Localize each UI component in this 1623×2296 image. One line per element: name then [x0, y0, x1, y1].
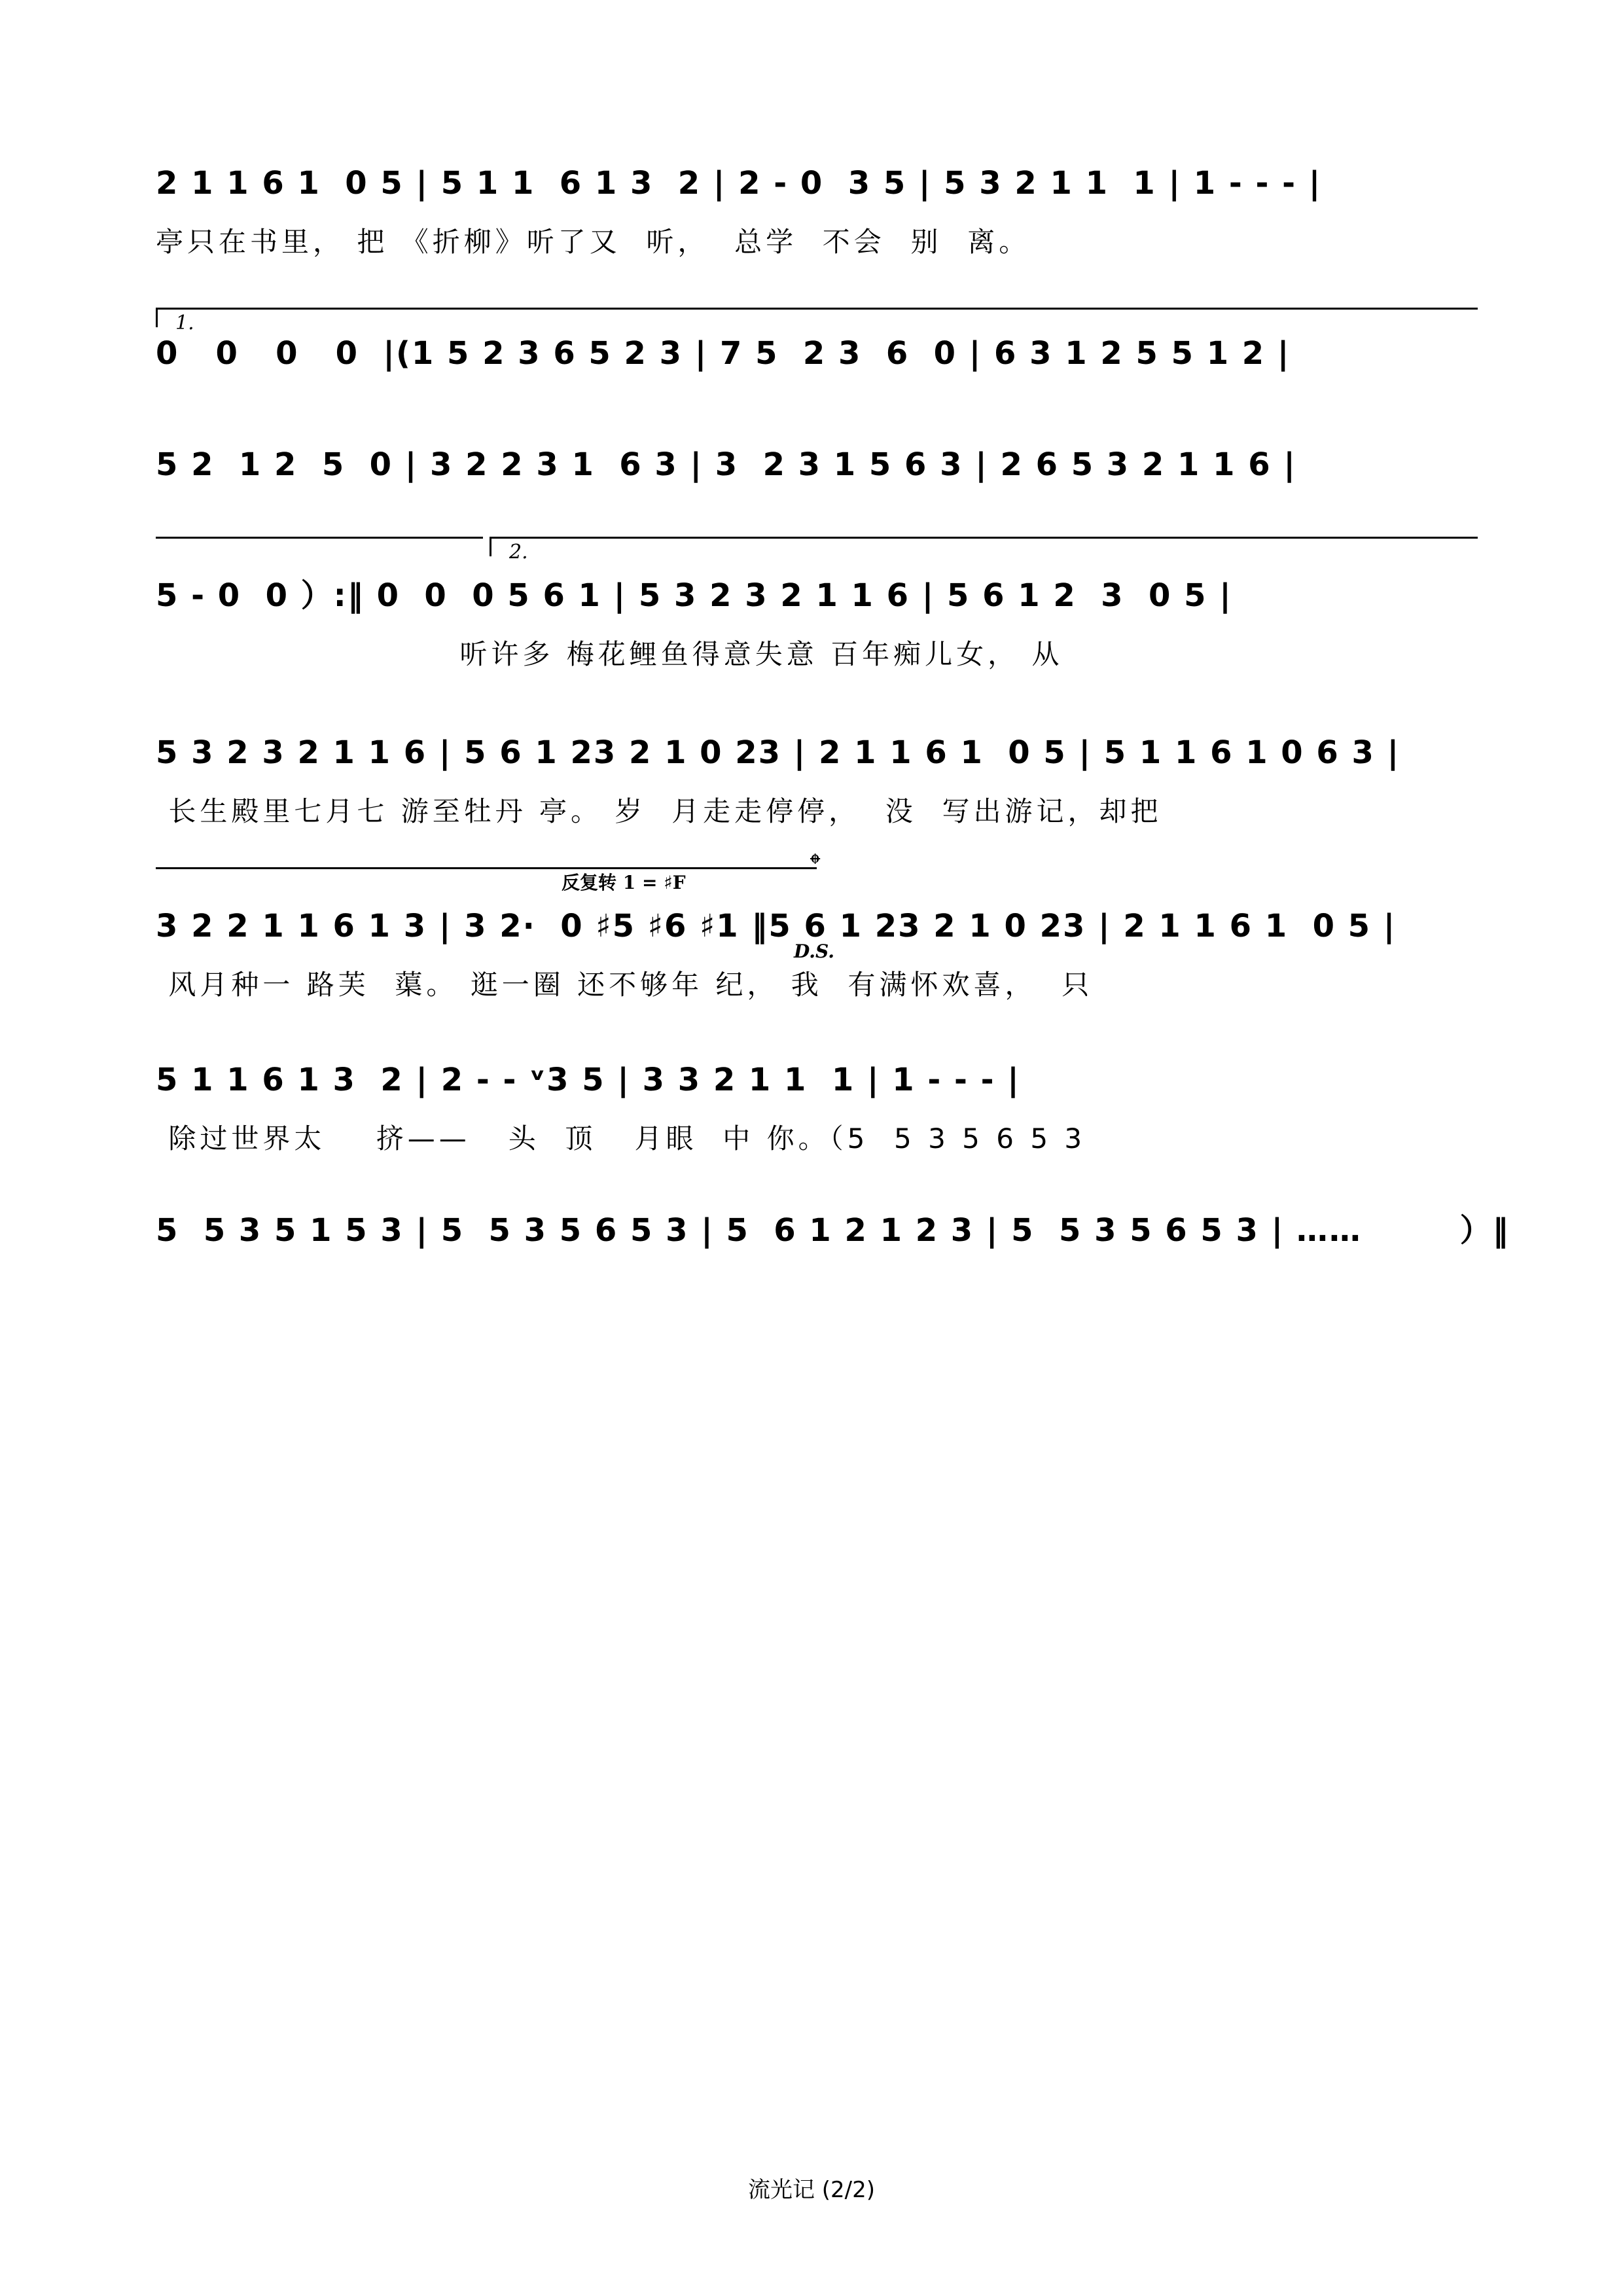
notation-line: 3 2 2 1 1 6 1 3 | 3 2· 0 ♯5 ♯6 ♯1 ‖5 6 1 23 2 1 0 23 | 2 1 1 6 1 0 5 |	[156, 908, 1397, 944]
page-footer: 流光记 (2/2)	[747, 2177, 876, 2203]
notation-line: 5 3 2 3 2 1 1 6 | 5 6 1 23 2 1 0 23 | 2 1 1 6 1 0 5 | 5 1 1 6 1 0 6 3 |	[156, 734, 1400, 771]
modulation-mark: 反复转 1 = ♯F	[562, 872, 686, 893]
notation-line: 5 - 0 0 ）:‖ 0 0 0 5 6 1 | 5 3 2 3 2 1 1 6 | 5 6 1 2 3 0 5 |	[156, 577, 1232, 614]
notation-line: 5 2 1 2 5 0 | 3 2 2 3 1 6 3 | 3 2 3 1 5 6 3 | 2 6 5 3 2 1 1 6 |	[156, 446, 1296, 483]
volta-label-2: 2.	[509, 541, 528, 564]
notation-line: 5 1 1 6 1 3 2 | 2 - - ᵛ3 5 | 3 3 2 1 1 1 | 1 - - - |	[156, 1062, 1020, 1098]
notation-line: 2 1 1 6 1 0 5 | 5 1 1 6 1 3 2 | 2 - 0 3 5 | 5 3 2 1 1 1 | 1 - - - |	[156, 165, 1322, 202]
lyric-line: 风月种一 路芙 蕖。 逛一圈 还不够年 纪， 我 有满怀欢喜， 只	[156, 969, 1094, 1001]
coda-icon: 𝄌	[810, 848, 821, 881]
ds-mark: D.S.	[794, 941, 835, 962]
volta-label-1: 1.	[175, 312, 194, 334]
volta-bracket-2	[490, 537, 1478, 539]
lyric-line: 亭只在书里， 把 《折柳》听了又 听， 总学 不会 别 离。	[156, 226, 1031, 258]
notation-line: 5 5 3 5 1 5 3 | 5 5 3 5 6 5 3 | 5 6 1 2 1 2 3 | 5 5 3 5 6 5 3 | …… ）‖	[156, 1212, 1510, 1249]
volta-bracket-tick	[490, 537, 491, 556]
lyric-line: 长生殿里七月七 游至牡丹 亭。 岁 月走走停停， 没 写出游记，却把	[156, 795, 1162, 827]
notation-line: 0 0 0 0 |(1 5 2 3 6 5 2 3 | 7 5 2 3 6 0 | 6 3 1 2 5 5 1 2 |	[156, 335, 1291, 372]
volta-bracket-1	[156, 308, 1478, 310]
lyric-line: 听许多 梅花鲤鱼得意失意 百年痴儿女， 从	[156, 638, 1063, 670]
volta-bracket-1-end	[156, 537, 483, 539]
section-line	[156, 867, 817, 869]
lyric-line: 除过世界太 挤—— 头 顶 月眼 中 你。（5 5 3 5 6 5 3	[156, 1122, 1086, 1155]
volta-bracket-tick	[156, 308, 158, 327]
